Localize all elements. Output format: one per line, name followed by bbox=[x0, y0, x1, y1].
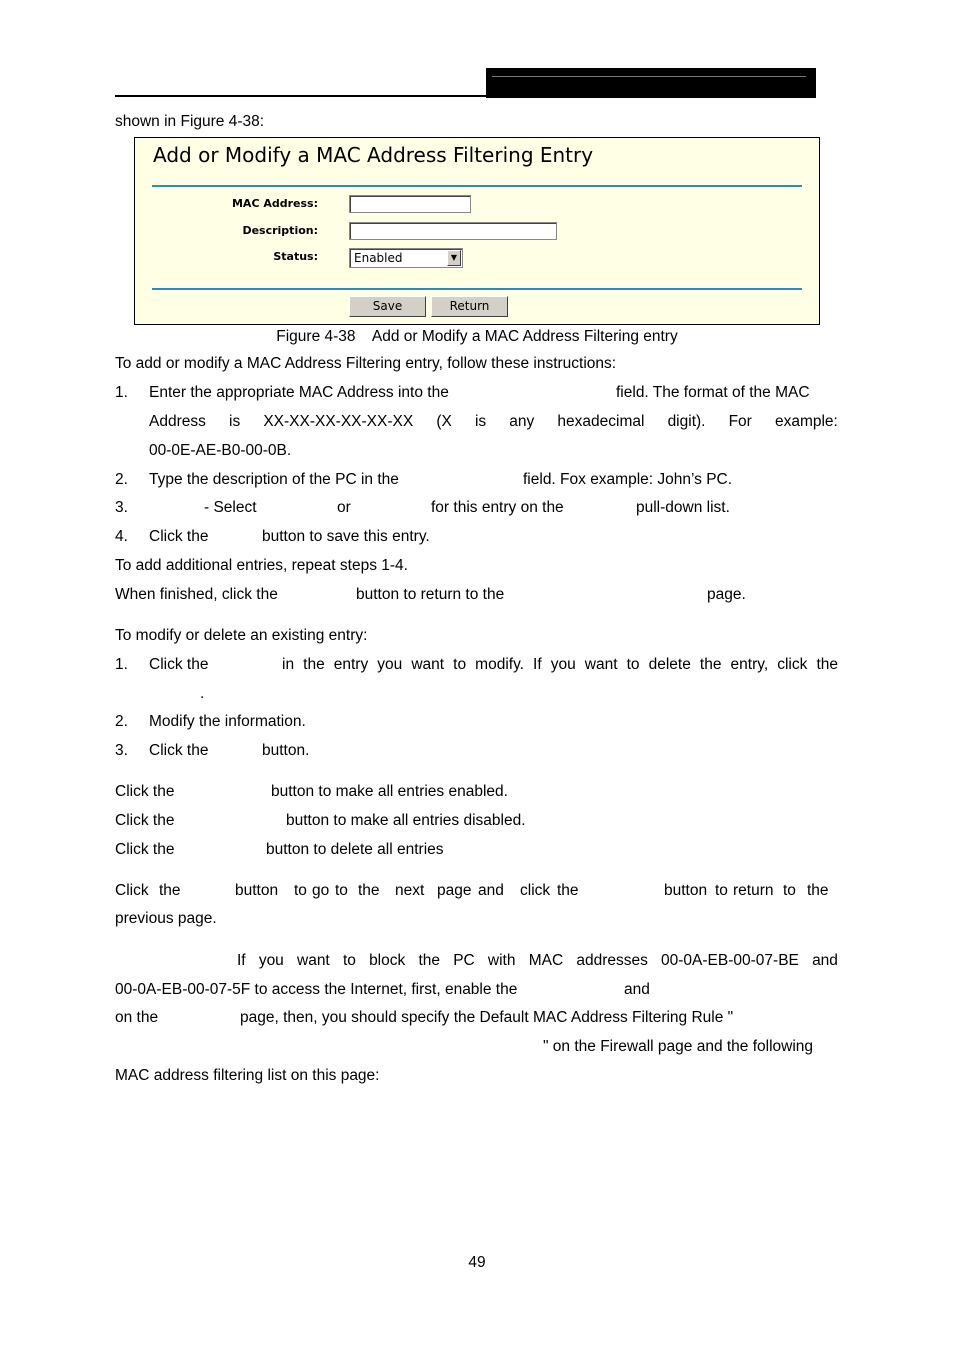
mac-address-input[interactable] bbox=[349, 195, 471, 213]
disable-all-text-b: button to make all entries disabled. bbox=[286, 812, 526, 829]
status-select[interactable] bbox=[349, 248, 463, 268]
modify-step1-b: in the entry you want to modify. If you want to delete the entry, click the bbox=[282, 656, 838, 673]
description-input[interactable] bbox=[349, 222, 557, 240]
step-number: 4. bbox=[115, 528, 128, 545]
paging-word: button bbox=[235, 882, 279, 899]
step3-text-d: pull-down list. bbox=[636, 499, 730, 516]
step1-text-b: field. The format of the MAC bbox=[616, 384, 810, 401]
modify-step3-b: button. bbox=[262, 742, 310, 759]
step-number: 3. bbox=[115, 499, 128, 516]
enable-all-text-b: button to make all entries enabled. bbox=[271, 783, 508, 800]
paging-word: button bbox=[664, 882, 708, 899]
step1-line2 bbox=[149, 413, 838, 431]
step-number: 3. bbox=[115, 742, 128, 759]
panel-top-separator bbox=[152, 185, 802, 187]
example-word: with bbox=[487, 952, 516, 969]
step1-word: Address bbox=[149, 413, 206, 430]
page-number: 49 bbox=[468, 1254, 486, 1271]
step4-text-b: button to save this entry. bbox=[262, 528, 430, 545]
example-word: MAC bbox=[528, 952, 564, 969]
example-word: and bbox=[812, 952, 838, 969]
paging-line1 bbox=[115, 882, 838, 902]
example-line3-a: on the bbox=[115, 1009, 159, 1026]
example-word: PC bbox=[453, 952, 475, 969]
step1-word: is bbox=[474, 413, 487, 430]
step1-word: is bbox=[229, 413, 241, 430]
example-word: block bbox=[369, 952, 406, 969]
paging-word: return bbox=[733, 882, 774, 899]
finished-text-a: When finished, click the bbox=[115, 586, 278, 603]
step1-word: For bbox=[728, 413, 752, 430]
save-button[interactable]: Save bbox=[349, 296, 426, 317]
paging-word: Click bbox=[115, 882, 149, 899]
panel-bottom-separator bbox=[152, 288, 802, 290]
description-label: Description: bbox=[242, 224, 318, 237]
step4-text-a: Click the bbox=[149, 528, 209, 545]
step1-word: example: bbox=[774, 413, 838, 430]
paging-word: the bbox=[557, 882, 579, 899]
return-button[interactable]: Return bbox=[431, 296, 508, 317]
paging-word: go bbox=[312, 882, 330, 899]
paging-word: to bbox=[335, 882, 348, 899]
paging-word: to bbox=[783, 882, 796, 899]
header-box-line bbox=[492, 76, 806, 77]
status-label: Status: bbox=[273, 250, 318, 263]
delete-all-text-b: button to delete all entries bbox=[266, 841, 444, 858]
example-word: you bbox=[258, 952, 284, 969]
finished-text-b: button to return to the bbox=[356, 586, 505, 603]
step1-example: 00-0E-AE-B0-00-0B. bbox=[149, 442, 292, 459]
delete-all-text-a: Click the bbox=[115, 841, 175, 858]
step1-text-a: Enter the appropriate MAC Address into the bbox=[149, 384, 449, 401]
example-line5: MAC address filtering list on this page: bbox=[115, 1067, 380, 1084]
step1-word: XX-XX-XX-XX-XX-XX bbox=[263, 413, 414, 430]
step-number: 1. bbox=[115, 656, 128, 673]
example-word: addresses bbox=[576, 952, 648, 969]
status-selected-value: Enabled bbox=[354, 251, 403, 265]
example-word: the bbox=[418, 952, 440, 969]
paging-word: the bbox=[358, 882, 380, 899]
chevron-down-icon[interactable]: ▼ bbox=[447, 250, 461, 266]
example-word: want bbox=[297, 952, 330, 969]
example-word: 00-0A-EB-00-07-BE bbox=[661, 952, 799, 969]
example-word: to bbox=[342, 952, 356, 969]
modify-step1-c: . bbox=[200, 685, 205, 702]
example-line4: " on the Firewall page and the following bbox=[543, 1038, 814, 1055]
step-number: 2. bbox=[115, 471, 128, 488]
paging-word: the bbox=[159, 882, 181, 899]
enable-all-text-a: Click the bbox=[115, 783, 175, 800]
paging-line2: previous page. bbox=[115, 910, 217, 927]
step1-word: hexadecimal bbox=[557, 413, 645, 430]
panel-title: Add or Modify a MAC Address Filtering Entry bbox=[153, 143, 594, 167]
step-number: 1. bbox=[115, 384, 128, 401]
paging-word: and bbox=[478, 882, 504, 899]
step2-text-b: field. Fox example: John’s PC. bbox=[523, 471, 733, 488]
step1-word: digit). bbox=[667, 413, 706, 430]
modify-heading: To modify or delete an existing entry: bbox=[115, 627, 368, 644]
example-word: If bbox=[237, 952, 246, 969]
example-line3-b: page, then, you should specify the Default MAC Address Filtering Rule " bbox=[240, 1009, 734, 1026]
step3-text-b: or bbox=[337, 499, 351, 516]
repeat-text: To add additional entries, repeat steps 1-4. bbox=[115, 557, 408, 574]
step1-word: any bbox=[509, 413, 535, 430]
step-number: 2. bbox=[115, 713, 128, 730]
disable-all-text-a: Click the bbox=[115, 812, 175, 829]
instructions-heading: To add or modify a MAC Address Filtering entry, follow these instructions: bbox=[115, 355, 617, 372]
modify-step1-a: Click the bbox=[149, 656, 209, 673]
modify-step2: Modify the information. bbox=[149, 713, 306, 730]
figure-caption: Figure 4-38 Add or Modify a MAC Address Filtering entry bbox=[276, 328, 678, 345]
mac-filter-entry-panel bbox=[134, 137, 820, 325]
example-line2-b: and bbox=[624, 981, 650, 998]
header-rule bbox=[115, 95, 486, 97]
step3-text-c: for this entry on the bbox=[431, 499, 564, 516]
header-black-box bbox=[486, 68, 816, 98]
paging-word: to bbox=[715, 882, 728, 899]
paging-word: the bbox=[807, 882, 829, 899]
intro-text: shown in Figure 4-38: bbox=[115, 113, 265, 130]
step3-text-a: - Select bbox=[204, 499, 257, 516]
step1-word: (X bbox=[436, 413, 452, 430]
paging-word: to bbox=[294, 882, 307, 899]
mac-address-label: MAC Address: bbox=[231, 197, 318, 210]
step2-text-a: Type the description of the PC in the bbox=[149, 471, 399, 488]
paging-word: click bbox=[520, 882, 551, 899]
modify-step3-a: Click the bbox=[149, 742, 209, 759]
paging-word: next bbox=[395, 882, 425, 899]
example-line2-a: 00-0A-EB-00-07-5F to access the Internet, first, enable the bbox=[115, 981, 518, 998]
finished-text-c: page. bbox=[707, 586, 746, 603]
example-line1 bbox=[237, 952, 838, 970]
paging-word: page bbox=[437, 882, 472, 899]
